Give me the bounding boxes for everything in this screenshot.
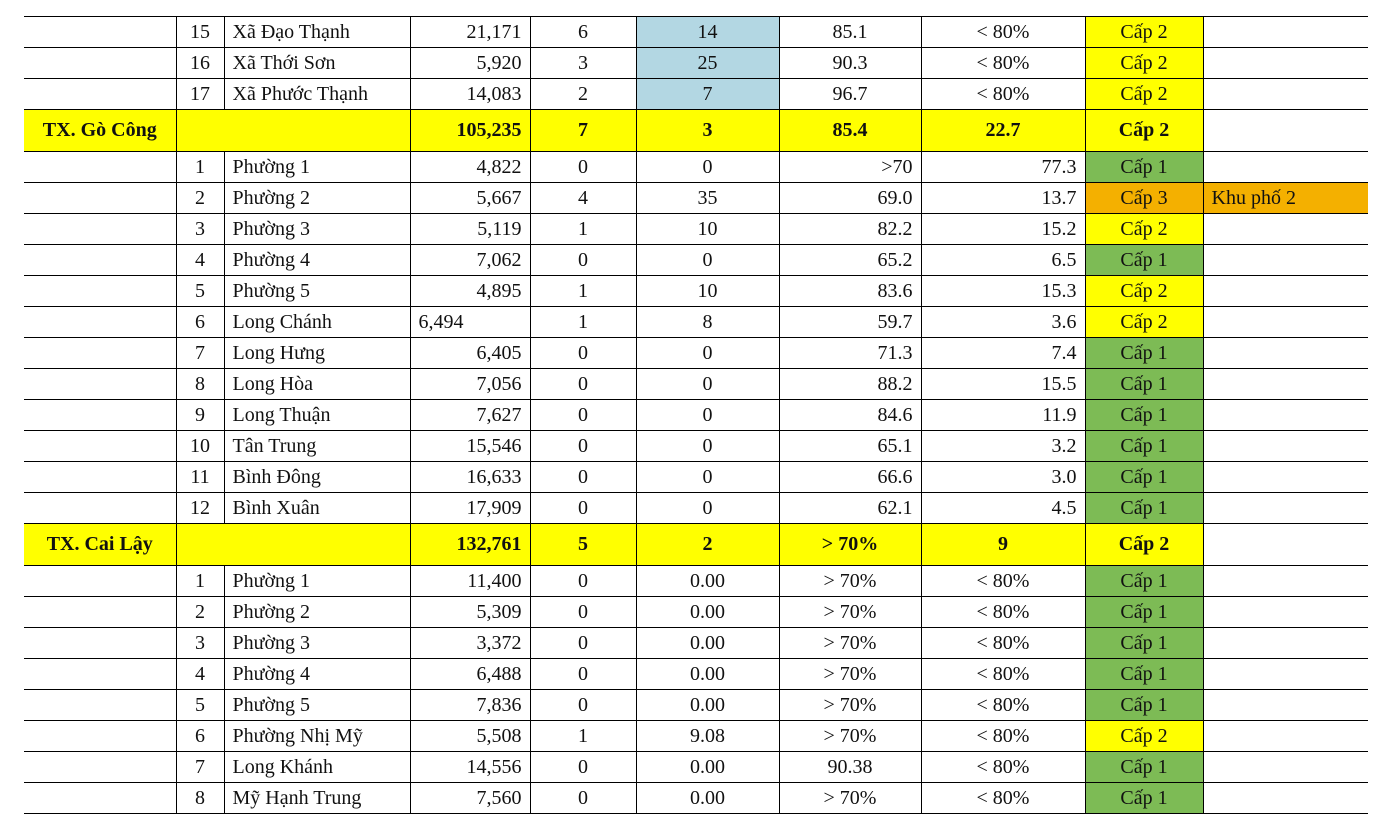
table-row: [24, 152, 1368, 183]
index-cell: 1: [176, 566, 224, 597]
note-cell: [1203, 110, 1368, 152]
summary-row: [24, 110, 1368, 152]
place-name-cell: Phường 5: [224, 276, 410, 307]
ratio-cell: < 80%: [921, 783, 1085, 814]
value-cell: 0.00: [636, 659, 779, 690]
table-row: [24, 597, 1368, 628]
count-cell: 4: [530, 183, 636, 214]
count-cell: 0: [530, 245, 636, 276]
value-cell: 0.00: [636, 752, 779, 783]
table-row: [24, 721, 1368, 752]
percent-cell: 82.2: [779, 214, 921, 245]
table-row: [24, 659, 1368, 690]
count-cell: 1: [530, 214, 636, 245]
count-cell: 0: [530, 338, 636, 369]
value-cell: 0: [636, 493, 779, 524]
empty-cell: [24, 369, 176, 400]
empty-cell: [24, 431, 176, 462]
population-cell: 132,761: [410, 524, 530, 566]
level-badge: Cấp 1: [1085, 431, 1203, 462]
note-cell: [1203, 783, 1368, 814]
value-cell: 0: [636, 431, 779, 462]
index-cell: 9: [176, 400, 224, 431]
empty-cell: [24, 493, 176, 524]
place-name-cell: Long Hòa: [224, 369, 410, 400]
empty-cell: [24, 597, 176, 628]
value-cell: 7: [636, 79, 779, 110]
place-name-cell: Xã Đạo Thạnh: [224, 17, 410, 48]
count-cell: 0: [530, 400, 636, 431]
percent-cell: 85.4: [779, 110, 921, 152]
percent-cell: 66.6: [779, 462, 921, 493]
ratio-cell: < 80%: [921, 17, 1085, 48]
population-cell: 5,309: [410, 597, 530, 628]
place-name-cell: Mỹ Hạnh Trung: [224, 783, 410, 814]
count-cell: 7: [530, 110, 636, 152]
value-cell: 0: [636, 152, 779, 183]
note-cell: [1203, 524, 1368, 566]
population-cell: 6,488: [410, 659, 530, 690]
ratio-cell: 7.4: [921, 338, 1085, 369]
note-cell: [1203, 400, 1368, 431]
place-name-cell: Tân Trung: [224, 431, 410, 462]
note-cell: [1203, 245, 1368, 276]
count-cell: 0: [530, 752, 636, 783]
table-row: [24, 276, 1368, 307]
count-cell: 5: [530, 524, 636, 566]
count-cell: 1: [530, 276, 636, 307]
table-row: [24, 369, 1368, 400]
ratio-cell: 15.2: [921, 214, 1085, 245]
data-table: [24, 16, 1368, 814]
count-cell: 0: [530, 628, 636, 659]
level-badge: Cấp 1: [1085, 400, 1203, 431]
percent-cell: 90.3: [779, 48, 921, 79]
empty-cell: [24, 79, 176, 110]
value-cell: 3: [636, 110, 779, 152]
count-cell: 0: [530, 152, 636, 183]
index-cell: 12: [176, 493, 224, 524]
note-cell: [1203, 338, 1368, 369]
note-cell: [1203, 276, 1368, 307]
empty-cell: [24, 721, 176, 752]
note-cell: [1203, 752, 1368, 783]
table-row: [24, 752, 1368, 783]
population-cell: 14,556: [410, 752, 530, 783]
value-cell: 25: [636, 48, 779, 79]
ratio-cell: < 80%: [921, 597, 1085, 628]
index-cell: 4: [176, 245, 224, 276]
table-row: [24, 17, 1368, 48]
empty-cell: [24, 152, 176, 183]
note-cell: [1203, 628, 1368, 659]
ratio-cell: 6.5: [921, 245, 1085, 276]
place-name-cell: Phường 5: [224, 690, 410, 721]
value-cell: 9.08: [636, 721, 779, 752]
count-cell: 0: [530, 369, 636, 400]
percent-cell: > 70%: [779, 690, 921, 721]
place-name-cell: Phường 2: [224, 183, 410, 214]
note-cell: Khu phố 2: [1203, 183, 1368, 214]
empty-cell: [24, 214, 176, 245]
empty-cell: [24, 566, 176, 597]
percent-cell: 65.1: [779, 431, 921, 462]
ratio-cell: < 80%: [921, 566, 1085, 597]
index-cell: 8: [176, 783, 224, 814]
index-cell: 4: [176, 659, 224, 690]
value-cell: 0.00: [636, 628, 779, 659]
empty-cell: [24, 659, 176, 690]
town-name-cell: TX. Gò Công: [24, 110, 176, 152]
count-cell: 0: [530, 690, 636, 721]
empty-cell: [24, 338, 176, 369]
percent-cell: > 70%: [779, 659, 921, 690]
index-cell: 8: [176, 369, 224, 400]
place-name-cell: Bình Đông: [224, 462, 410, 493]
value-cell: 8: [636, 307, 779, 338]
place-name-cell: Phường 4: [224, 245, 410, 276]
percent-cell: 84.6: [779, 400, 921, 431]
count-cell: 0: [530, 783, 636, 814]
population-cell: 5,119: [410, 214, 530, 245]
index-cell: 1: [176, 152, 224, 183]
count-cell: 0: [530, 431, 636, 462]
percent-cell: > 70%: [779, 628, 921, 659]
level-badge: Cấp 2: [1085, 110, 1203, 152]
level-badge: Cấp 1: [1085, 628, 1203, 659]
percent-cell: 71.3: [779, 338, 921, 369]
table-row: [24, 400, 1368, 431]
value-cell: 10: [636, 276, 779, 307]
level-badge: Cấp 2: [1085, 307, 1203, 338]
level-badge: Cấp 2: [1085, 276, 1203, 307]
level-badge: Cấp 2: [1085, 79, 1203, 110]
value-cell: 0: [636, 462, 779, 493]
percent-cell: 85.1: [779, 17, 921, 48]
value-cell: 0.00: [636, 566, 779, 597]
table-row: [24, 48, 1368, 79]
empty-cell: [24, 48, 176, 79]
note-cell: [1203, 462, 1368, 493]
ratio-cell: 13.7: [921, 183, 1085, 214]
level-badge: Cấp 1: [1085, 783, 1203, 814]
town-name-cell: TX. Cai Lậy: [24, 524, 176, 566]
level-badge: Cấp 1: [1085, 369, 1203, 400]
population-cell: 5,667: [410, 183, 530, 214]
ratio-cell: < 80%: [921, 79, 1085, 110]
ratio-cell: 4.5: [921, 493, 1085, 524]
count-cell: 3: [530, 48, 636, 79]
table-row: [24, 783, 1368, 814]
percent-cell: > 70%: [779, 597, 921, 628]
population-cell: 6,405: [410, 338, 530, 369]
note-cell: [1203, 597, 1368, 628]
population-cell: 7,836: [410, 690, 530, 721]
population-cell: 15,546: [410, 431, 530, 462]
level-badge: Cấp 1: [1085, 338, 1203, 369]
value-cell: 0.00: [636, 597, 779, 628]
table-row: [24, 431, 1368, 462]
ratio-cell: 22.7: [921, 110, 1085, 152]
population-cell: 6,494: [410, 307, 530, 338]
level-badge: Cấp 2: [1085, 721, 1203, 752]
place-name-cell: Xã Phước Thạnh: [224, 79, 410, 110]
ratio-cell: < 80%: [921, 721, 1085, 752]
population-cell: 4,822: [410, 152, 530, 183]
percent-cell: 62.1: [779, 493, 921, 524]
empty-cell: [24, 17, 176, 48]
table-row: [24, 214, 1368, 245]
ratio-cell: < 80%: [921, 628, 1085, 659]
place-name-cell: Phường 2: [224, 597, 410, 628]
ratio-cell: 3.2: [921, 431, 1085, 462]
level-badge: Cấp 1: [1085, 152, 1203, 183]
population-cell: 4,895: [410, 276, 530, 307]
level-badge: Cấp 1: [1085, 597, 1203, 628]
index-cell: 7: [176, 752, 224, 783]
ratio-cell: < 80%: [921, 690, 1085, 721]
index-cell: 11: [176, 462, 224, 493]
table-row: [24, 79, 1368, 110]
population-cell: 21,171: [410, 17, 530, 48]
count-cell: 0: [530, 566, 636, 597]
place-name-cell: Long Chánh: [224, 307, 410, 338]
table-row: [24, 338, 1368, 369]
place-name-cell: Long Khánh: [224, 752, 410, 783]
note-cell: [1203, 690, 1368, 721]
ratio-cell: 3.0: [921, 462, 1085, 493]
percent-cell: 88.2: [779, 369, 921, 400]
index-cell: 3: [176, 628, 224, 659]
population-cell: 5,508: [410, 721, 530, 752]
empty-cell: [24, 245, 176, 276]
index-cell: 5: [176, 276, 224, 307]
note-cell: [1203, 566, 1368, 597]
note-cell: [1203, 152, 1368, 183]
index-cell: 2: [176, 183, 224, 214]
table-body: [24, 17, 1368, 814]
percent-cell: 65.2: [779, 245, 921, 276]
level-badge: Cấp 3: [1085, 183, 1203, 214]
index-cell: 15: [176, 17, 224, 48]
percent-cell: 59.7: [779, 307, 921, 338]
ratio-cell: < 80%: [921, 659, 1085, 690]
index-cell: 10: [176, 431, 224, 462]
count-cell: 0: [530, 659, 636, 690]
note-cell: [1203, 307, 1368, 338]
note-cell: [1203, 369, 1368, 400]
table-row: [24, 566, 1368, 597]
table-row: [24, 462, 1368, 493]
population-cell: 14,083: [410, 79, 530, 110]
index-cell: 6: [176, 307, 224, 338]
place-name-cell: Phường 3: [224, 628, 410, 659]
empty-cell: [24, 183, 176, 214]
percent-cell: 69.0: [779, 183, 921, 214]
table-row: [24, 245, 1368, 276]
percent-cell: >70: [779, 152, 921, 183]
note-cell: [1203, 659, 1368, 690]
population-cell: 11,400: [410, 566, 530, 597]
index-cell: 6: [176, 721, 224, 752]
percent-cell: > 70%: [779, 721, 921, 752]
percent-cell: 90.38: [779, 752, 921, 783]
population-cell: 105,235: [410, 110, 530, 152]
place-name-cell: Bình Xuân: [224, 493, 410, 524]
ratio-cell: < 80%: [921, 752, 1085, 783]
level-badge: Cấp 2: [1085, 214, 1203, 245]
index-cell: 17: [176, 79, 224, 110]
table-row: [24, 690, 1368, 721]
note-cell: [1203, 493, 1368, 524]
population-cell: 7,062: [410, 245, 530, 276]
value-cell: 0.00: [636, 783, 779, 814]
ratio-cell: 9: [921, 524, 1085, 566]
level-badge: Cấp 1: [1085, 566, 1203, 597]
population-cell: 7,560: [410, 783, 530, 814]
place-name-cell: Phường 4: [224, 659, 410, 690]
index-cell: 5: [176, 690, 224, 721]
population-cell: 16,633: [410, 462, 530, 493]
value-cell: 10: [636, 214, 779, 245]
level-badge: Cấp 1: [1085, 493, 1203, 524]
level-badge: Cấp 1: [1085, 245, 1203, 276]
value-cell: 14: [636, 17, 779, 48]
empty-cell: [24, 276, 176, 307]
value-cell: 0: [636, 245, 779, 276]
count-cell: 1: [530, 307, 636, 338]
count-cell: 0: [530, 597, 636, 628]
ratio-cell: < 80%: [921, 48, 1085, 79]
population-cell: 17,909: [410, 493, 530, 524]
index-cell: 16: [176, 48, 224, 79]
count-cell: 6: [530, 17, 636, 48]
level-badge: Cấp 2: [1085, 17, 1203, 48]
place-name-cell: Long Hưng: [224, 338, 410, 369]
place-name-cell: Phường Nhị Mỹ: [224, 721, 410, 752]
empty-cell: [24, 628, 176, 659]
level-badge: Cấp 1: [1085, 752, 1203, 783]
ratio-cell: 3.6: [921, 307, 1085, 338]
population-cell: 3,372: [410, 628, 530, 659]
empty-cell: [24, 690, 176, 721]
level-badge: Cấp 2: [1085, 48, 1203, 79]
index-cell: 7: [176, 338, 224, 369]
percent-cell: 83.6: [779, 276, 921, 307]
population-cell: 7,056: [410, 369, 530, 400]
index-cell: 3: [176, 214, 224, 245]
empty-cell: [24, 307, 176, 338]
place-name-cell: Xã Thới Sơn: [224, 48, 410, 79]
count-cell: 1: [530, 721, 636, 752]
ratio-cell: 15.5: [921, 369, 1085, 400]
empty-cell: [176, 524, 410, 566]
empty-cell: [24, 462, 176, 493]
note-cell: [1203, 48, 1368, 79]
note-cell: [1203, 79, 1368, 110]
index-cell: 2: [176, 597, 224, 628]
empty-cell: [24, 400, 176, 431]
place-name-cell: Phường 1: [224, 152, 410, 183]
table-row: [24, 628, 1368, 659]
place-name-cell: Phường 1: [224, 566, 410, 597]
value-cell: 0: [636, 400, 779, 431]
value-cell: 0: [636, 338, 779, 369]
population-cell: 5,920: [410, 48, 530, 79]
count-cell: 0: [530, 462, 636, 493]
percent-cell: 96.7: [779, 79, 921, 110]
level-badge: Cấp 1: [1085, 690, 1203, 721]
summary-row: [24, 524, 1368, 566]
ratio-cell: 77.3: [921, 152, 1085, 183]
level-badge: Cấp 1: [1085, 659, 1203, 690]
percent-cell: > 70%: [779, 566, 921, 597]
population-cell: 7,627: [410, 400, 530, 431]
level-badge: Cấp 2: [1085, 524, 1203, 566]
percent-cell: > 70%: [779, 783, 921, 814]
note-cell: [1203, 17, 1368, 48]
count-cell: 2: [530, 79, 636, 110]
value-cell: 0: [636, 369, 779, 400]
ratio-cell: 11.9: [921, 400, 1085, 431]
percent-cell: > 70%: [779, 524, 921, 566]
note-cell: [1203, 431, 1368, 462]
ratio-cell: 15.3: [921, 276, 1085, 307]
level-badge: Cấp 1: [1085, 462, 1203, 493]
value-cell: 2: [636, 524, 779, 566]
place-name-cell: Long Thuận: [224, 400, 410, 431]
empty-cell: [24, 783, 176, 814]
value-cell: 0.00: [636, 690, 779, 721]
table-row: [24, 307, 1368, 338]
table-row: [24, 493, 1368, 524]
count-cell: 0: [530, 493, 636, 524]
table-row: [24, 183, 1368, 214]
empty-cell: [176, 110, 410, 152]
note-cell: [1203, 214, 1368, 245]
value-cell: 35: [636, 183, 779, 214]
place-name-cell: Phường 3: [224, 214, 410, 245]
note-cell: [1203, 721, 1368, 752]
empty-cell: [24, 752, 176, 783]
